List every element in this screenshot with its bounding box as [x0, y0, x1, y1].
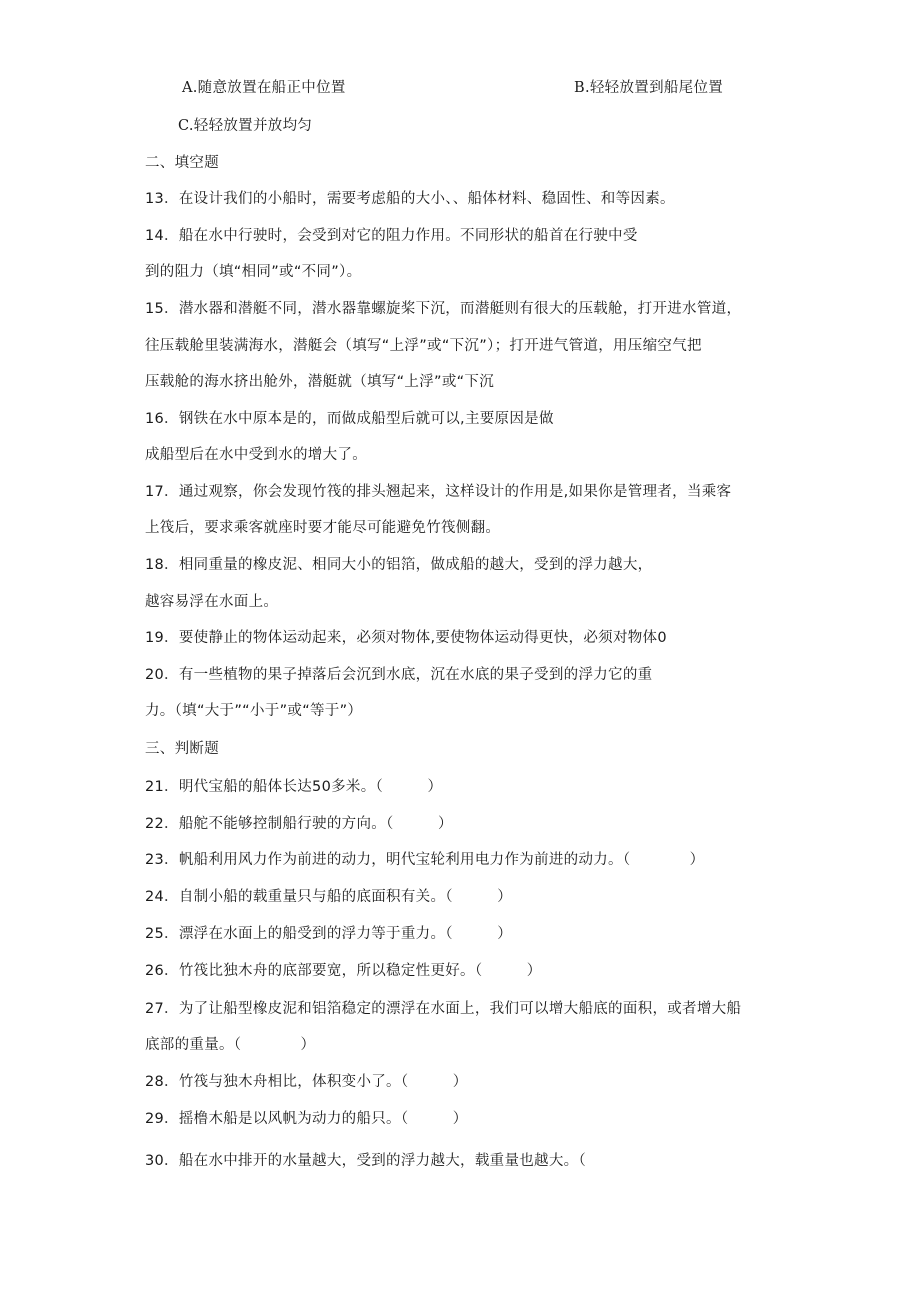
question-line: 到的阻力（填“相同”或“不同”）。	[145, 264, 362, 280]
question-line: 22．船舵不能够控制船行驶的方向。（ ）	[145, 816, 453, 832]
question-line: 25．漂浮在水面上的船受到的浮力等于重力。（ ）	[145, 926, 512, 942]
question-line: 底部的重量。（ ）	[145, 1037, 316, 1053]
question-line: 27．为了让船型橡皮泥和铝箔稳定的漂浮在水面上，我们可以增大船底的面积，或者增大船	[145, 1001, 742, 1017]
section-title-true-false: 三、判断题	[145, 741, 219, 757]
question-line: 13．在设计我们的小船时，需要考虑船的大小、、船体材料、稳固性、和等因素。	[145, 191, 675, 207]
question-line: 16．钢铁在水中原本是的，而做成船型后就可以,主要原因是做	[145, 411, 554, 427]
question-line: 上筏后，要求乘客就座时要才能尽可能避免竹筏侧翻。	[145, 520, 501, 536]
question-line: 压载舱的海水挤出舱外，潜艇就（填写“上浮”或“下沉	[145, 374, 495, 390]
question-line: 26．竹筏比独木舟的底部要宽，所以稳定性更好。（ ）	[145, 963, 542, 979]
question-line: 越容易浮在水面上。	[145, 594, 279, 610]
section-title-fill-blank: 二、填空题	[145, 155, 219, 171]
question-line: 23．帆船利用风力作为前进的动力，明代宝轮利用电力作为前进的动力。（ ）	[145, 852, 705, 868]
question-line: 14．船在水中行驶时，会受到对它的阻力作用。不同形状的船首在行驶中受	[145, 228, 638, 244]
question-line: 15．潜水器和潜艇不同，潜水器靠螺旋桨下沉，而潜艇则有很大的压载舱，打开进水管道，	[145, 301, 742, 317]
question-line: 20．有一些植物的果子掉落后会沉到水底，沉在水底的果子受到的浮力它的重	[145, 667, 653, 683]
question-line: 成船型后在水中受到水的增大了。	[145, 447, 367, 463]
question-line: 力。（填“大于”“小于”或“等于”）	[145, 703, 363, 719]
question-line: 30．船在水中排开的水量越大，受到的浮力越大，载重量也越大。（	[145, 1153, 586, 1169]
option-a: A.随意放置在船正中位置	[182, 80, 346, 96]
question-line: 往压载舱里装满海水，潜艇会（填写“上浮”或“下沉”）；打开进气管道，用压缩空气把	[145, 338, 702, 354]
question-line: 24．自制小船的载重量只与船的底面积有关。（ ）	[145, 889, 512, 905]
question-line: 29．摇橹木船是以风帆为动力的船只。（ ）	[145, 1111, 468, 1127]
option-c: C.轻轻放置并放均匀	[178, 118, 313, 134]
question-line: 21．明代宝船的船体长达50多米。（ ）	[145, 779, 443, 795]
question-line: 18．相同重量的橡皮泥、相同大小的铝箔，做成船的越大，受到的浮力越大，	[145, 557, 653, 573]
option-b: B.轻轻放置到船尾位置	[574, 80, 724, 96]
question-line: 28．竹筏与独木舟相比，体积变小了。（ ）	[145, 1074, 468, 1090]
question-line: 17．通过观察，你会发现竹筏的排头翘起来，这样设计的作用是,如果你是管理者，当乘客	[145, 484, 732, 500]
question-line: 19．要使静止的物体运动起来，必须对物体,要使物体运动得更快，必须对物体0	[145, 630, 667, 646]
